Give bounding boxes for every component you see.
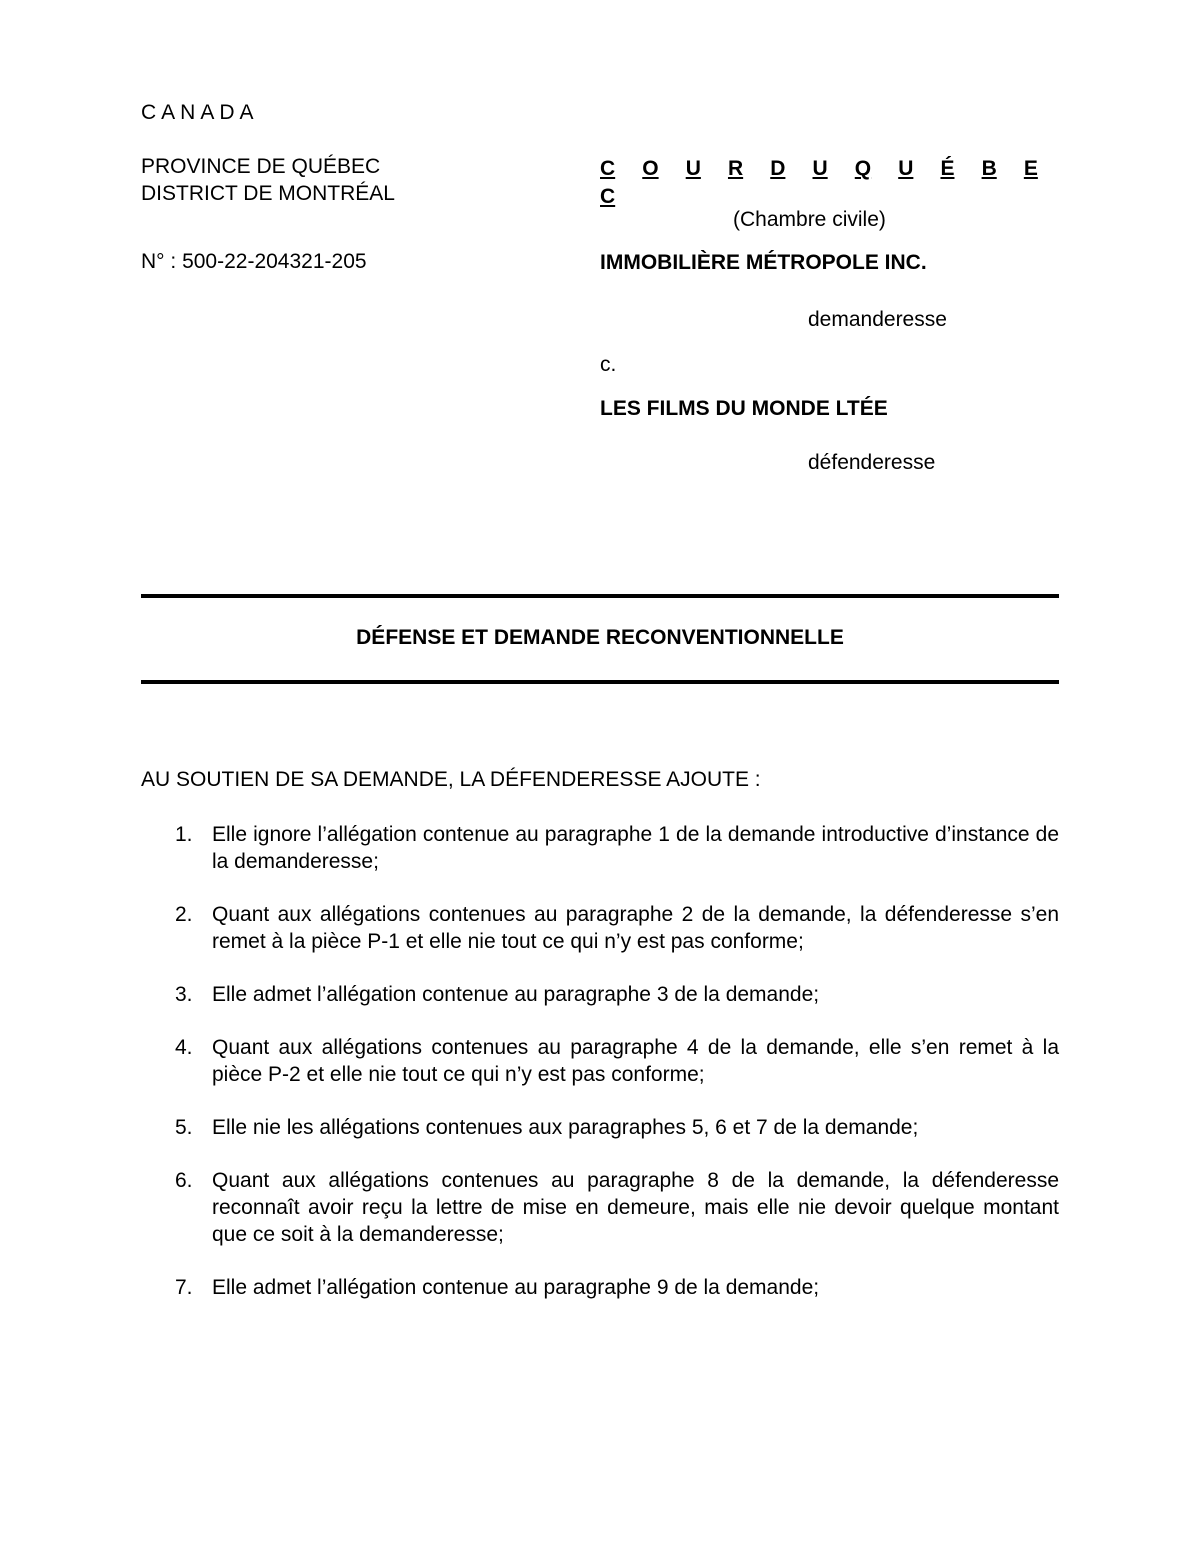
paragraph-list xyxy=(141,821,1059,1327)
paragraph-text: Elle admet l’allégation contenue au paragraphe 9 de la demande; xyxy=(212,1276,820,1299)
court-name-letter: B xyxy=(981,157,997,180)
chamber-label: (Chambre civile) xyxy=(733,208,886,231)
paragraph-text: Elle ignore l’allégation contenue au paragraphe 1 de la demande introductive d’instance de la demanderesse; xyxy=(212,823,1059,873)
paragraph-item xyxy=(141,1274,1059,1301)
court-name xyxy=(600,155,1038,211)
paragraph-number: 1. xyxy=(175,823,193,846)
paragraph-number: 7. xyxy=(175,1276,193,1299)
province-label: PROVINCE DE QUÉBEC xyxy=(141,155,381,178)
paragraph-item xyxy=(141,821,1059,875)
district-label: DISTRICT DE MONTRÉAL xyxy=(141,182,395,205)
court-name-letter: U xyxy=(898,157,914,180)
versus-label: c. xyxy=(600,353,617,376)
court-name-letter: É xyxy=(940,157,955,180)
court-name-letter: R xyxy=(727,157,744,180)
paragraph-number: 2. xyxy=(175,903,193,926)
defendant-role: défenderesse xyxy=(808,451,936,474)
paragraph-text: Quant aux allégations contenues au paragraphe 2 de la demande, la défenderesse s’en remet à la pièce P-1 et elle nie tout ce qui n’y est pas conforme; xyxy=(212,903,1059,953)
court-name-line2: C xyxy=(600,185,616,208)
paragraph-item xyxy=(141,981,1059,1008)
court-name-letter: E xyxy=(1023,157,1038,180)
paragraph-item xyxy=(141,1167,1059,1248)
court-name-letter: U xyxy=(685,157,701,180)
paragraph-number: 3. xyxy=(175,983,193,1006)
paragraph-text: Elle admet l’allégation contenue au paragraphe 3 de la demande; xyxy=(212,983,820,1006)
paragraph-number: 6. xyxy=(175,1169,193,1192)
paragraph-text: Quant aux allégations contenues au paragraphe 4 de la demande, elle s’en remet à la pièce P-2 et elle nie tout ce qui n’y est pas conforme; xyxy=(212,1036,1059,1086)
court-name-letter: U xyxy=(812,157,828,180)
paragraph-number: 5. xyxy=(175,1116,193,1139)
paragraph-item xyxy=(141,1114,1059,1141)
paragraph-text: Quant aux allégations contenues au paragraphe 8 de la demande, la défenderesse reconnaît avoir reçu la lettre de mise en demeure, mais elle nie devoir quelque montant que ce soit à la demanderesse; xyxy=(212,1169,1059,1246)
intro-text: AU SOUTIEN DE SA DEMANDE, LA DÉFENDERESSE AJOUTE : xyxy=(141,768,761,791)
paragraph-number: 4. xyxy=(175,1036,193,1059)
court-name-letter: D xyxy=(770,157,786,180)
court-name-letter: Q xyxy=(854,157,872,180)
plaintiff-name: IMMOBILIÈRE MÉTROPOLE INC. xyxy=(600,251,927,274)
paragraph-text: Elle nie les allégations contenues aux paragraphes 5, 6 et 7 de la demande; xyxy=(212,1116,919,1139)
paragraph-item xyxy=(141,1034,1059,1088)
court-name-line1 xyxy=(600,155,1038,183)
paragraph-item xyxy=(141,901,1059,955)
defendant-name: LES FILMS DU MONDE LTÉE xyxy=(600,397,888,420)
country-heading: CANADA xyxy=(141,101,259,124)
title-rule-top xyxy=(141,594,1059,598)
court-name-letter: O xyxy=(642,157,659,180)
court-name-letter: C xyxy=(600,157,616,180)
file-number: N° : 500-22-204321-205 xyxy=(141,250,367,273)
document-title: DÉFENSE ET DEMANDE RECONVENTIONNELLE xyxy=(356,626,844,649)
title-rule-bottom xyxy=(141,680,1059,684)
plaintiff-role: demanderesse xyxy=(808,308,947,331)
